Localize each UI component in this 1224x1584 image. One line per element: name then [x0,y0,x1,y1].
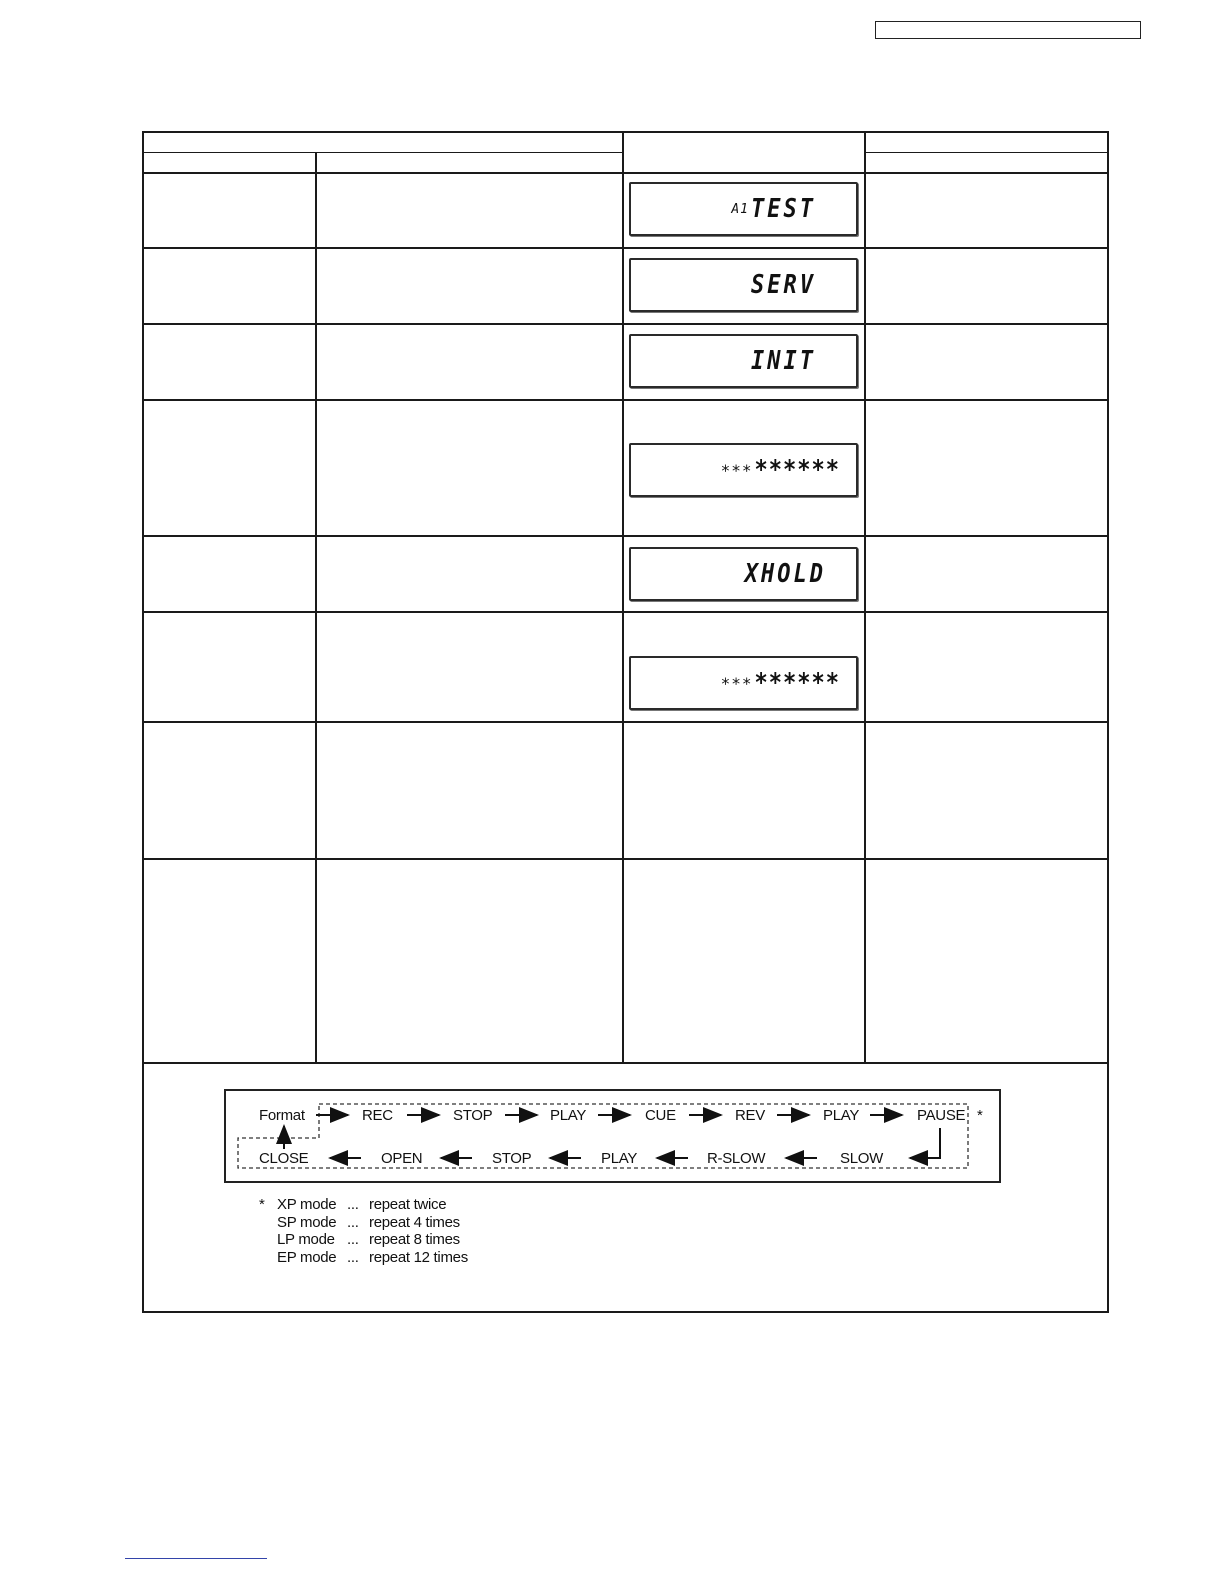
flow-step-play: PLAY [601,1150,638,1167]
lcd-text: XHOLD [744,559,826,589]
flow-step-slow: SLOW [840,1150,883,1167]
lcd-text: ****** [754,668,840,698]
lcd-text: INIT [751,346,816,376]
flow-step-play: PLAY [823,1107,860,1124]
flow-step-open: OPEN [381,1150,423,1167]
flow-step-stop: STOP [492,1150,532,1167]
lcd-text: SERV [751,270,816,300]
flow-asterisk: * [977,1107,983,1124]
note-marker: * [259,1196,265,1213]
flow-step-close: CLOSE [259,1150,309,1167]
note-mode: EP mode [277,1249,337,1266]
note-repeat: repeat 12 times [369,1249,468,1266]
flow-step-rev: REV [735,1107,765,1124]
note-repeat: repeat 8 times [369,1231,460,1248]
note-separator: ... [347,1196,359,1213]
note-separator: ... [347,1214,359,1231]
note-repeat: repeat twice [369,1196,447,1213]
return-arrow [910,1128,940,1158]
flow-step-format: Format [259,1107,305,1124]
flow-step-stop: STOP [453,1107,493,1124]
footer-underline [125,1558,267,1559]
lcd-text: TEST [751,194,816,224]
note-mode: SP mode [277,1214,337,1231]
flow-step-cue: CUE [645,1107,676,1124]
flow-step-rec: REC [362,1107,393,1124]
note-separator: ... [347,1231,359,1248]
flow-step-r-slow: R-SLOW [707,1150,766,1167]
note-mode: LP mode [277,1231,335,1248]
note-separator: ... [347,1249,359,1266]
note-mode: XP mode [277,1196,337,1213]
lcd-text: ****** [754,455,840,485]
lcd-prefix: A1 [731,201,750,217]
flow-step-play: PLAY [550,1107,587,1124]
note-repeat: repeat 4 times [369,1214,460,1231]
lcd-prefix: *** [720,460,753,480]
lcd-prefix: *** [720,673,753,693]
flow-step-pause: PAUSE [917,1107,966,1124]
